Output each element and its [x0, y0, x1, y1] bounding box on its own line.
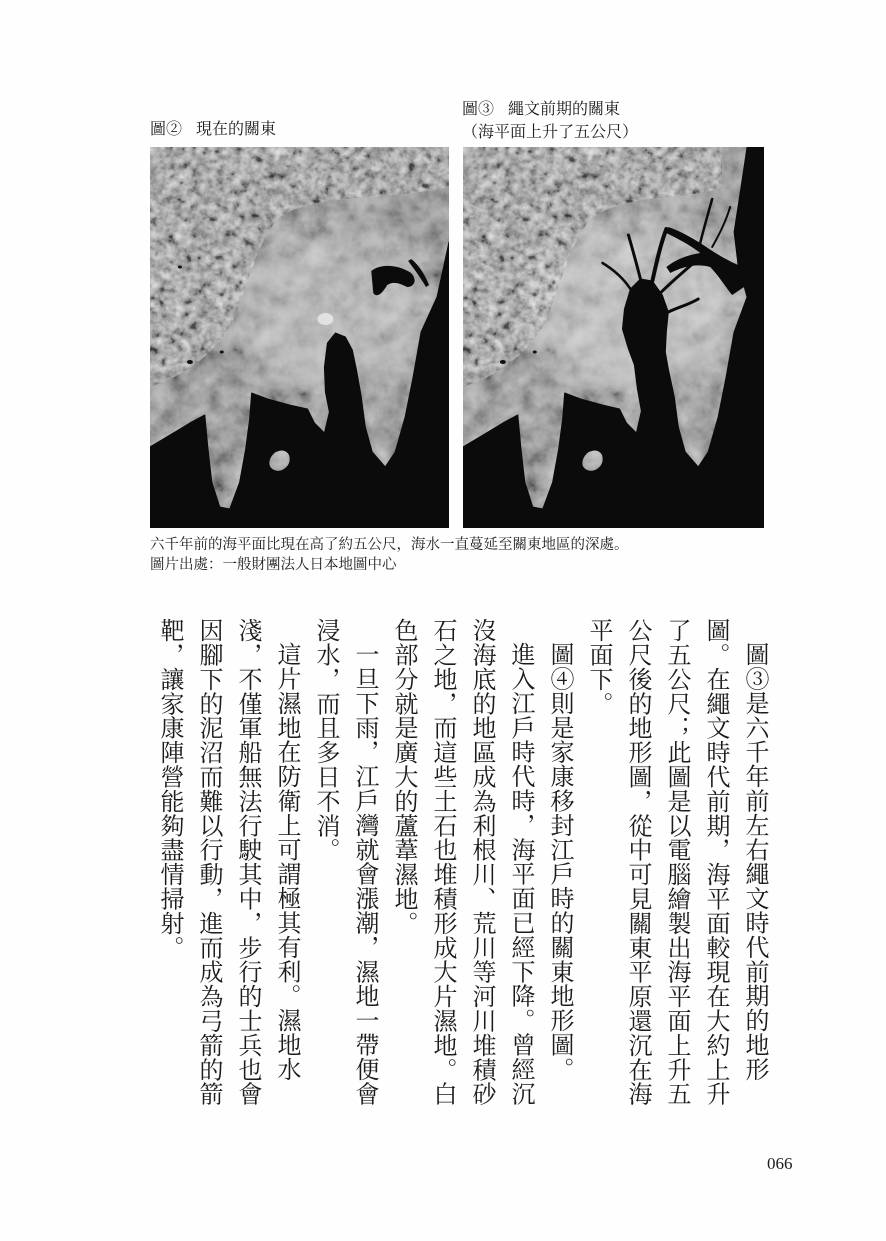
text-line: 靶，讓家康陣營能夠盡情掃射。	[156, 618, 184, 960]
figure-2-label: 圖②	[150, 119, 183, 138]
figure-3-subtitle: （海平面上升了五公尺）	[462, 122, 639, 141]
text-line: 浸水，而且多日不消。	[312, 618, 340, 862]
text-line: 圖③是六千年前左右繩文時代前期的地形	[741, 642, 769, 1082]
text-line: 淺，不僅軍船無法行駛其中，步行的士兵也會	[234, 618, 262, 1106]
text-line: 因腳下的泥沼而難以行動，進而成為弓箭的箭	[195, 618, 223, 1106]
paragraph	[579, 618, 774, 1118]
text-line: 進入江戶時代時，海平面已經下降。曾經沉	[507, 642, 535, 1106]
paragraph	[384, 618, 540, 1118]
text-line: 公尺後的地形圖，從中可見關東平原還沉在海	[624, 618, 652, 1106]
satellite-map-present	[150, 147, 449, 528]
satellite-map-jomon	[463, 147, 764, 528]
figure-2-heading	[150, 119, 276, 139]
figure-3-label: 圖③	[462, 99, 495, 118]
text-line: 圖④則是家康移封江戶時的關東地形圖。	[546, 642, 574, 1082]
figure-3-heading	[462, 97, 638, 143]
figure-3-title: 繩文前期的關東	[508, 99, 621, 118]
text-line: 沒海底的地區成為利根川、荒川等河川堆積砂	[468, 618, 496, 1106]
text-line: 平面下。	[585, 618, 613, 716]
text-line: 石之地，而這些土石也堆積形成大片濕地。白	[429, 618, 457, 1106]
paragraph	[540, 618, 579, 1118]
figure-2-title: 現在的關東	[196, 119, 277, 138]
text-line: 了五公尺；此圖是以電腦繪製出海平面上升五	[663, 618, 691, 1106]
paragraph	[150, 618, 306, 1118]
text-line: 色部分就是廣大的蘆葦濕地。	[390, 618, 418, 936]
text-line: 圖。在繩文時代前期，海平面較現在大約上升	[702, 618, 730, 1106]
page-number: 066	[767, 1154, 793, 1173]
text-line: 一旦下雨，江戶灣就會漲潮，濕地一帶便會	[351, 642, 379, 1106]
body-text	[150, 618, 774, 1118]
text-line: 這片濕地在防衛上可謂極其有利。濕地水	[273, 642, 301, 1082]
figure-caption: 六千年前的海平面比現在高了約五公尺，海水一直蔓延至關東地區的深處。	[150, 537, 629, 553]
figure-credit: 圖片出處：一般財團法人日本地圖中心	[150, 557, 397, 573]
figure-3-heading-line	[462, 97, 638, 120]
paragraph	[306, 618, 384, 1118]
